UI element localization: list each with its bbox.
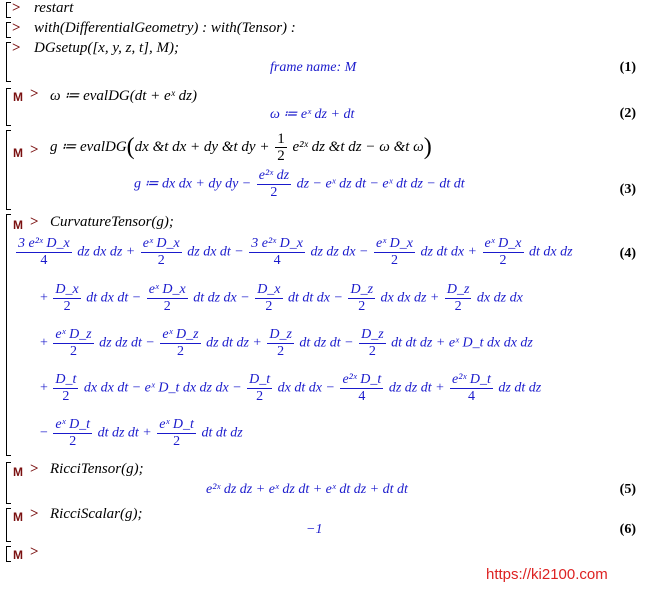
term-basis: dt dx dz [525,244,573,260]
equation-label: (4) [619,246,636,261]
equation-label: (6) [619,522,636,537]
fraction-numerator: e²ˣ D_t [342,372,382,387]
input-prompt: > [30,142,39,158]
fraction-denominator: 2 [176,344,184,359]
fraction-denominator: 4 [358,389,366,404]
term-basis: dt dt dz [197,425,243,441]
equation-label: (2) [619,106,636,121]
term-basis: dt dt dx − [284,290,347,306]
fraction-numerator: D_x [257,282,281,297]
term-basis: dt dz dt − [295,335,358,351]
fraction [16,236,72,269]
input-line-ricci-scalar[interactable]: RicciScalar(g); [50,506,143,522]
equation-label: (3) [619,182,636,197]
term-basis: dt dx dt − [82,290,145,306]
metric-lhs: g ≔ evalDG [50,138,127,155]
fraction-denominator: 2 [277,148,285,164]
term-basis: dx dt dx − [274,380,339,396]
fraction-numerator: D_t [249,372,271,387]
term-sign: + [40,380,52,396]
output-metric [134,168,465,201]
term-sign: − [40,425,52,441]
input-prompt: > [30,506,39,522]
execution-group-bracket[interactable] [6,214,11,456]
term-basis: dz dt dz [494,380,542,396]
input-line-restart[interactable]: restart [34,0,74,16]
metric-terms: dx &t dx + dy &t dy + [134,138,270,155]
fraction-denominator: 2 [265,299,273,314]
fraction-denominator: 2 [270,185,278,200]
fraction-numerator: e²ˣ D_t [452,372,491,387]
equation-label: (5) [619,482,636,497]
left-paren: ( [126,134,135,160]
fraction-numerator: eˣ D_x [376,236,413,251]
output-ricci-tensor: e²ˣ dz dz + eˣ dz dt + eˣ dt dz + dt dt [206,482,408,497]
term-basis: dt dz dx − [189,290,254,306]
fraction [257,168,291,201]
curvature-output-row [40,327,533,360]
execution-group-bracket[interactable] [6,130,11,210]
fraction-denominator: 2 [173,434,181,449]
math-mode-indicator: M [13,510,23,524]
input-line-ricci-tensor[interactable]: RicciTensor(g); [50,461,144,477]
fraction-denominator: 4 [40,253,48,268]
curvature-output-row [40,282,523,315]
watermark-url: https://ki2100.com [486,566,608,583]
term-basis: dz dt dz + [202,335,266,351]
execution-group-bracket[interactable] [6,22,11,38]
fraction-numerator: D_z [269,327,292,342]
term-basis: dz dz dt − [95,335,159,351]
math-mode-indicator: M [13,465,23,479]
input-line-with[interactable]: with(DifferentialGeometry) : with(Tensor) : [34,20,296,36]
input-prompt[interactable]: > [30,544,39,560]
term-sign: + [40,335,52,351]
fraction [359,327,386,360]
fraction-numerator: D_t [55,372,77,387]
fraction [53,417,92,450]
fraction [348,282,375,315]
math-mode-indicator: M [13,218,23,232]
math-mode-indicator: M [13,90,23,104]
fraction [53,282,80,315]
fraction-denominator: 2 [277,344,285,359]
term-basis: dt dt dz + eˣ D_t dx dx dz [387,335,533,351]
fraction-denominator: 4 [273,253,281,268]
fraction-numerator: D_z [361,327,384,342]
metric-output-tail: dz − eˣ dz dt − eˣ dt dz − dt dt [296,176,465,192]
fraction-denominator: 2 [256,389,264,404]
execution-group-bracket[interactable] [6,546,11,562]
fraction-numerator: eˣ D_z [55,327,92,342]
fraction-numerator: eˣ D_x [142,236,180,251]
input-prompt: > [12,20,21,36]
curvature-output-row [14,236,573,269]
fraction-numerator: eˣ D_x [484,236,522,251]
fraction [340,372,383,405]
fraction [255,282,282,315]
term-basis: dz dt dx + [417,244,481,260]
fraction [267,327,294,360]
fraction-numerator: 3 e²ˣ D_x [251,236,303,251]
fraction-denominator: 2 [368,344,376,359]
input-prompt: > [12,0,21,16]
fraction [249,236,305,269]
input-line-dgsetup[interactable]: DGsetup([x, y, z, t], M); [34,40,179,56]
term-basis: dz dx dt − [183,244,248,260]
input-line-metric[interactable] [50,131,432,164]
term-basis: dz dz dt + [385,380,449,396]
input-prompt: > [12,40,21,56]
curvature-output-row [40,417,243,450]
term-basis: dz dx dz + [73,244,139,260]
execution-group-bracket[interactable] [6,462,11,504]
fraction-numerator: eˣ D_t [55,417,91,432]
input-line-omega[interactable]: ω ≔ evalDG(dt + eˣ dz) [50,88,197,104]
fraction-denominator: 2 [163,299,171,314]
term-basis: dz dz dx − [306,244,372,260]
fraction [147,282,188,315]
fraction-denominator: 2 [69,434,77,449]
fraction-denominator: 2 [499,253,507,268]
input-prompt: > [30,461,39,477]
fraction [157,417,196,450]
term-basis: dx dz dx [473,290,523,306]
fraction [450,372,493,405]
output-omega: ω ≔ eˣ dz + dt [270,107,355,122]
execution-group-bracket[interactable] [6,2,11,18]
input-line-curvature[interactable]: CurvatureTensor(g); [50,214,174,230]
fraction [445,282,472,315]
term-basis: dx dx dz + [377,290,443,306]
right-paren: ) [423,134,432,160]
input-prompt: > [30,214,39,230]
fraction-numerator: D_x [55,282,79,297]
fraction-numerator: D_z [350,282,374,297]
fraction-numerator: 1 [277,131,285,147]
execution-group-bracket[interactable] [6,42,11,82]
fraction [53,327,93,360]
fraction-numerator: eˣ D_t [159,417,194,432]
fraction [483,236,524,269]
fraction-denominator: 2 [454,299,462,314]
fraction-numerator: 3 e²ˣ D_x [18,236,70,251]
output-ricci-scalar: −1 [306,522,323,537]
fraction-denominator: 2 [63,299,71,314]
fraction [275,131,287,164]
metric-terms-tail: e²ˣ dz &t dz − ω &t ω [292,138,424,155]
equation-label: (1) [619,60,636,75]
execution-group-bracket[interactable] [6,88,11,126]
term-basis: dt dz dt + [94,425,156,441]
term-sign: + [40,290,52,306]
fraction [374,236,415,269]
fraction-denominator: 4 [467,389,475,404]
fraction [247,372,272,405]
fraction-numerator: e²ˣ dz [258,168,290,183]
fraction-denominator: 2 [391,253,398,268]
fraction-numerator: D_z [446,282,470,297]
input-prompt: > [30,86,39,102]
fraction [160,327,200,360]
output-frame-name: frame name: M [270,60,357,75]
fraction-denominator: 2 [62,389,70,404]
math-mode-indicator: M [13,548,23,562]
curvature-output-row [40,372,541,405]
metric-output-lhs: g ≔ dx dx + dy dy − [134,176,252,192]
execution-group-bracket[interactable] [6,508,11,542]
fraction-denominator: 2 [157,253,165,268]
fraction [53,372,78,405]
fraction-denominator: 2 [358,299,366,314]
math-mode-indicator: M [13,146,23,160]
fraction-numerator: eˣ D_z [162,327,199,342]
term-basis: dx dx dt − eˣ D_t dx dz dx − [80,380,246,396]
fraction-denominator: 2 [70,344,78,359]
fraction-numerator: eˣ D_x [148,282,186,297]
fraction [141,236,182,269]
